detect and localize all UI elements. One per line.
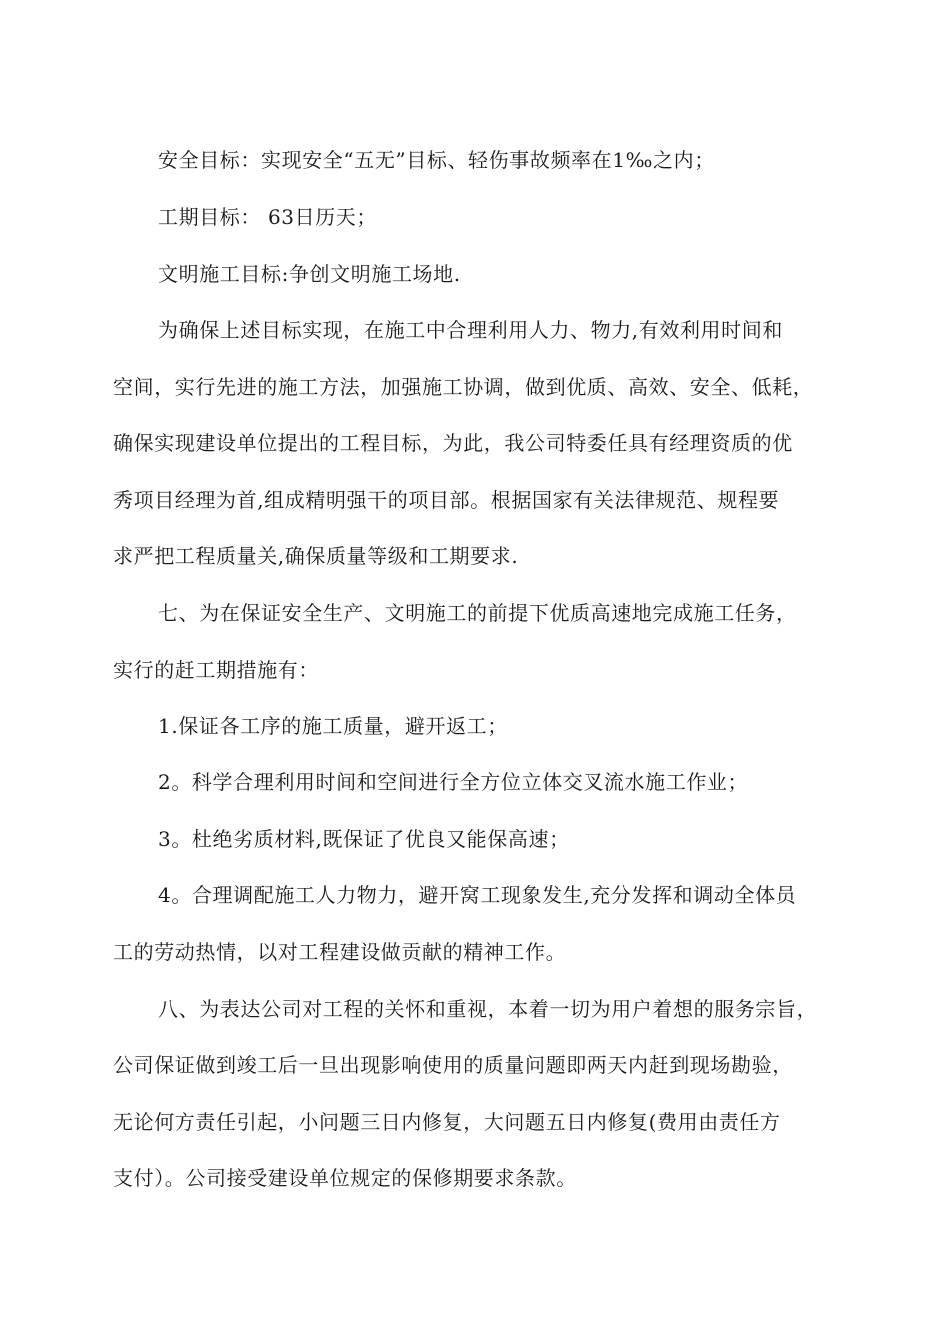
paragraph-goals-line-5: 求严把工程质量关,确保质量等级和工期要求. [113,544,519,568]
measure-item-4-line-2: 工的劳动热情，以对工程建设做贡献的精神工作。 [113,940,567,964]
safety-goal-line: 安全目标：实现安全“五无”目标、轻伤事故频率在1‰之内； [158,148,715,172]
section-eight-line-1: 八、为表达公司对工程的关怀和重视，本着一切为用户着想的服务宗旨， [158,997,818,1021]
section-seven-line-1: 七、为在保证安全生产、文明施工的前提下优质高速地完成施工任务， [158,601,797,625]
measure-item-1: 1.保证各工序的施工质量，避开返工； [158,714,508,738]
schedule-goal-line: 工期目标： 63日历天； [158,205,378,229]
paragraph-goals-line-3: 确保实现建设单位提出的工程目标，为此，我公司特委任具有经理资质的优 [113,431,793,455]
paragraph-goals-line-1: 为确保上述目标实现，在施工中合理利用人力、物力,有效利用时间和 [158,318,783,342]
section-seven-line-2: 实行的赶工期措施有： [113,658,319,682]
civilized-construction-goal-line: 文明施工目标:争创文明施工场地. [158,262,461,286]
paragraph-goals-line-4: 秀项目经理为首,组成精明强干的项目部。根据国家有关法律规范、规程要 [113,488,780,512]
measure-item-2: 2。科学合理利用时间和空间进行全方位立体交叉流水施工作业； [158,770,749,794]
paragraph-goals-line-2: 空间，实行先进的施工方法，加强施工协调，做到优质、高效、安全、低耗， [113,375,814,399]
measure-item-3: 3。杜绝劣质材料,既保证了优良又能保高速； [158,827,570,851]
section-eight-line-3: 无论何方责任引起，小问题三日内修复，大问题五日内修复(费用由责任方 [113,1110,781,1134]
measure-item-4-line-1: 4。合理调配施工人力物力，避开窝工现象发生,充分发挥和调动全体员 [158,883,797,907]
section-eight-line-4: 支付）。公司接受建设单位规定的保修期要求条款。 [113,1166,577,1190]
section-eight-line-2: 公司保证做到竣工后一旦出现影响使用的质量问题即两天内赶到现场勘验， [113,1053,793,1077]
